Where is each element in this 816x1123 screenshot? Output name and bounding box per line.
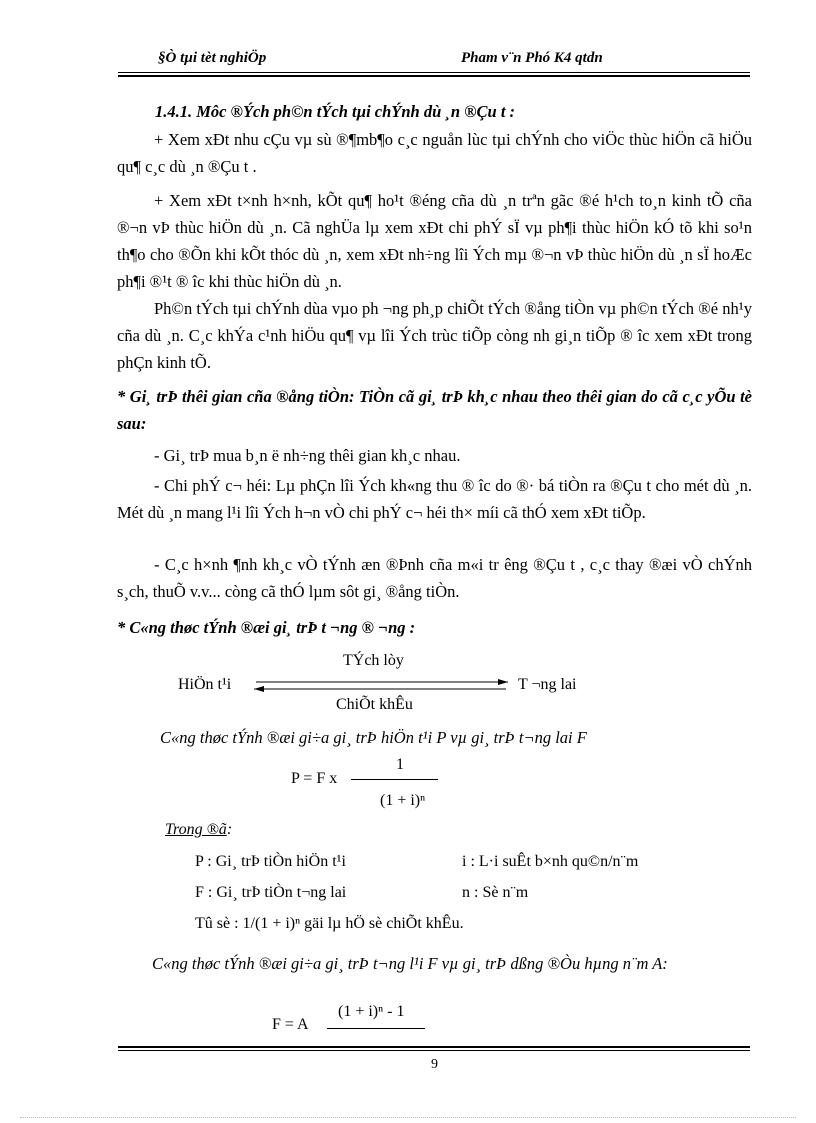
diagram-accumulation-label: TÝch lòy (343, 652, 404, 669)
arrowhead-right (498, 679, 508, 685)
diagram-arrows (250, 676, 512, 696)
page-number: 9 (431, 1057, 438, 1072)
definition-p: P : Gi¸ trÞ tiÒn hiÖn t¹i (195, 853, 346, 870)
bullet-3: - C¸c h×nh ¶nh kh¸c vÒ tÝnh æn ®Þnh cña m«i tr êng ®Çu t , c¸c thay ®æi vÒ chÝnh s¸ch, thuÕ v.v... còng cã thÓ lµm sôt gi¸ ®ång tiÒn. (117, 555, 752, 601)
formula1-fraction-bar (351, 779, 438, 780)
formula-heading: * C«ng thøc tÝnh ®æi gi¸ trÞ t ¬ng ® ¬ng : (117, 618, 416, 637)
formula2-lhs: F = A (272, 1016, 309, 1033)
definitions-label (165, 821, 232, 839)
formula2-fraction-bar (327, 1028, 425, 1029)
definition-i: i : L·i suÊt b×nh qu©n/n¨m (462, 853, 639, 870)
header-rule-thick (118, 75, 750, 77)
header-rule (118, 72, 750, 73)
definition-f: F : Gi¸ trÞ tiÒn t¬ng lai (195, 884, 347, 901)
header-thesis-title: §Ò tµi tèt nghiÖp (158, 50, 267, 66)
definition-ratio: Tû sè : 1/(1 + i)ⁿ gäi lµ hÖ sè chiÕt khÊu. (195, 915, 464, 932)
paragraph-3: Ph©n tÝch tµi chÝnh dùa vµo ph ¬ng ph¸p chiÕt tÝch ®ång tiÒn vµ ph©n tÝch ®é nh¹y cña dù ¸n. C¸c khÝa c¹nh hiÖu qu¶ vµ lîi Ých trùc tiÕp còng nh gi¸n tiÕp ® îc xem xÐt trong phÇn kinh tÕ. (117, 299, 752, 372)
bullet-2: - Chi phÝ c¬ héi: Lµ phÇn lîi Ých kh«ng thu ® îc do ®· bá tiÒn ra ®Çu t cho mét dù ¸n. Mét dù ¸n mang l¹i lîi Ých h¬n vÒ chi phÝ c¬ héi th× míi cã thÓ xem xÐt tiÕp. (117, 476, 752, 522)
footer-rule-thick (118, 1046, 750, 1048)
paragraph-2: + Xem xÐt t×nh h×nh, kÕt qu¶ ho¹t ®éng cña dù ¸n trªn gãc ®é h¹ch to¸n kinh tÕ cña ®¬n vÞ thùc hiÖn dù ¸n. Cã nghÜa lµ xem xÐt chi phÝ sÏ vµ ph¶i thùc hiÖn kÓ tõ khi so¹n th¶o cho ®Õn khi kÕt thóc dù ¸n, xem xÐt nh÷ng lîi Ých mµ ®¬n vÞ thùc hiÖn dù ¸n sÏ hoÆc ph¶i ®¹t ® îc khi thùc hiÖn dù ¸n. (117, 191, 752, 291)
formula1-caption: C«ng thøc tÝnh ®æi gi÷a gi¸ trÞ hiÖn t¹i P vµ gi¸ trÞ t¬ng lai F (160, 728, 587, 747)
formula2-numerator: (1 + i)ⁿ - 1 (338, 1003, 405, 1020)
diagram-future-label: T ¬ng lai (518, 676, 577, 693)
footer-rule (118, 1050, 750, 1051)
formula1-numerator: 1 (396, 756, 404, 773)
arrowhead-left (254, 686, 264, 692)
paragraph-1: + Xem xÐt nhu cÇu vµ sù ®¶mb¶o c¸c nguån lùc tµi chÝnh cho viÖc thùc hiÖn cã hiÖu qu¶ c¸c dù ¸n ®Çu t . (117, 130, 752, 176)
definition-n: n : Sè n¨m (462, 884, 529, 901)
formula2-caption: C«ng thøc tÝnh ®æi gi÷a gi¸ trÞ t¬ng l¹i F vµ gi¸ trÞ dßng ®Òu hµng n¨m A: (152, 954, 668, 973)
header-author: Pham v¨n Phó K4 qtdn (461, 50, 603, 66)
formula1-denominator: (1 + i)ⁿ (380, 792, 426, 809)
section-title: 1.4.1. Môc ®Ých ph©n tÝch tµi chÝnh dù ¸n ®Çu t : (155, 102, 516, 121)
bullet-1: - Gi¸ trÞ mua b¸n ë nh÷ng thêi gian kh¸c nhau. (154, 446, 461, 465)
definitions-label-colon: : (226, 821, 233, 838)
page-bottom-edge (20, 1117, 796, 1118)
formula1-lhs: P = F x (291, 770, 338, 787)
diagram-discount-label: ChiÕt khÊu (336, 696, 413, 713)
time-value-heading: * Gi¸ trÞ thêi gian cña ®ång tiÒn: TiÒn cã gi¸ trÞ kh¸c nhau theo thêi gian do cã c¸c yÕu tè sau: (117, 387, 752, 433)
definitions-label-text: Trong ®ã (165, 821, 227, 838)
diagram-present-label: HiÖn t¹i (178, 676, 232, 693)
